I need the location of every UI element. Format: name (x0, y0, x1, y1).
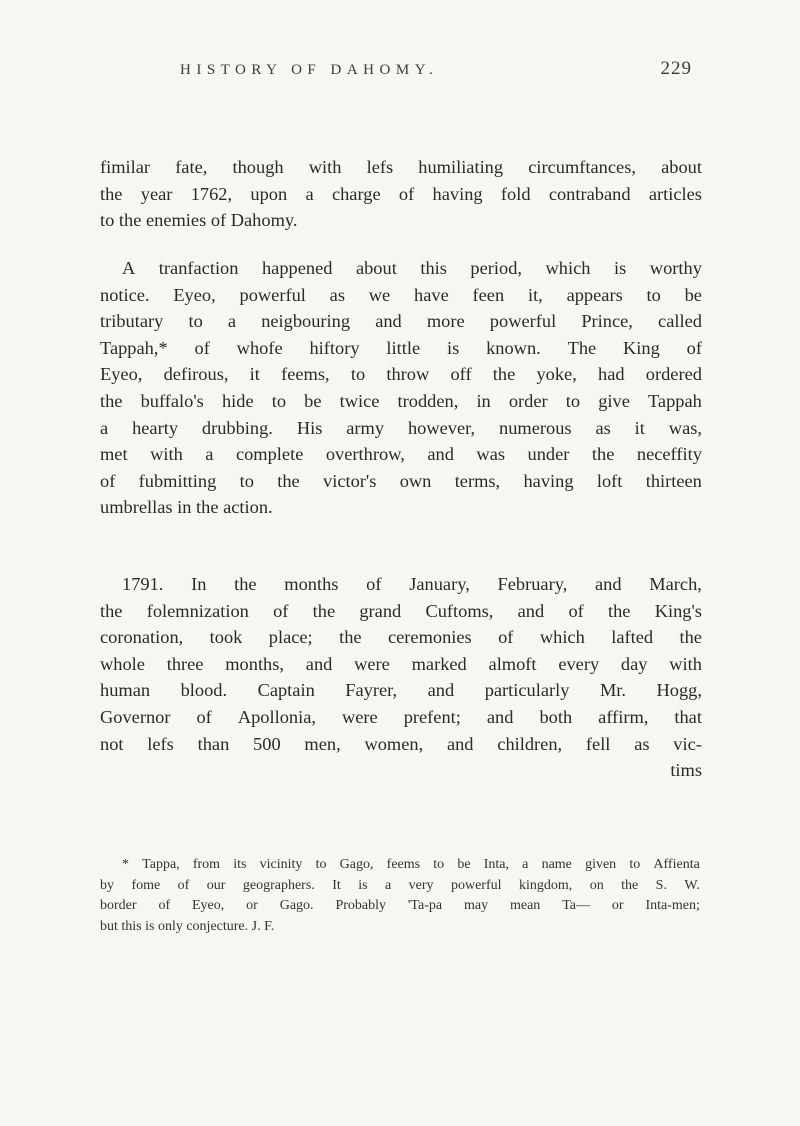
text-line: the year 1762, upon a charge of having fold contraband articles (100, 183, 702, 204)
text-line: fimilar fate, though with lefs humiliating circumftances, about (100, 157, 702, 177)
text-line: umbrellas in the action. (100, 497, 273, 518)
text-line: tributary to a neigbouring and more powerful Prince, called (100, 311, 702, 332)
text-line: Governor of Apollonia, were prefent; and both affirm, that (100, 706, 702, 727)
text-line: human blood. Captain Fayrer, and particularly Mr. Hogg, (100, 680, 702, 701)
footnote-line: by fome of our geographers. It is a very powerful kingdom, on the S. W. (100, 877, 700, 893)
text-line: of fubmitting to the victor's own terms, having loft thirteen (100, 470, 702, 491)
text-line: not lefs than 500 men, women, and children, fell as vic- (100, 733, 702, 754)
text-line: A tranfaction happened about this period, which is worthy (122, 258, 702, 278)
text-line: Tappah,* of whofe hiftory little is known. The King of (100, 337, 702, 358)
page-number: 229 (660, 58, 692, 79)
text-line: met with a complete overthrow, and was under the neceffity (100, 444, 702, 465)
paragraph-2 (100, 255, 702, 521)
footnote-line: * Tappa, from its vicinity to Gago, feems to be Inta, a name given to Affienta (122, 857, 700, 872)
footnote-line: but this is only conjecture. J. F. (100, 918, 275, 934)
text-line: notice. Eyeo, powerful as we have feen it, appears to be (100, 284, 702, 305)
text-line: to the enemies of Dahomy. (100, 210, 298, 231)
text-line: coronation, took place; the ceremonies of which lafted the (100, 627, 702, 648)
footnote (100, 855, 700, 937)
text-line: 1791. In the months of January, February, and March, (122, 574, 702, 594)
text-line: the folemnization of the grand Cuftoms, and of the King's (100, 600, 702, 621)
paragraph-3 (100, 571, 702, 784)
text-line: the buffalo's hide to be twice trodden, in order to give Tappah (100, 390, 702, 411)
text-line: whole three months, and were marked almoft every day with (100, 653, 702, 674)
running-head: HISTORY OF DAHOMY. (180, 62, 439, 78)
text-line: a hearty drubbing. His army however, numerous as it was, (100, 417, 702, 438)
footnote-line: border of Eyeo, or Gago. Probably 'Ta-pa may mean Ta— or Inta-men; (100, 898, 700, 913)
catchword: tims (670, 760, 702, 781)
text-line: Eyeo, defirous, it feems, to throw off the yoke, had ordered (100, 364, 702, 385)
paragraph-1 (100, 154, 702, 234)
